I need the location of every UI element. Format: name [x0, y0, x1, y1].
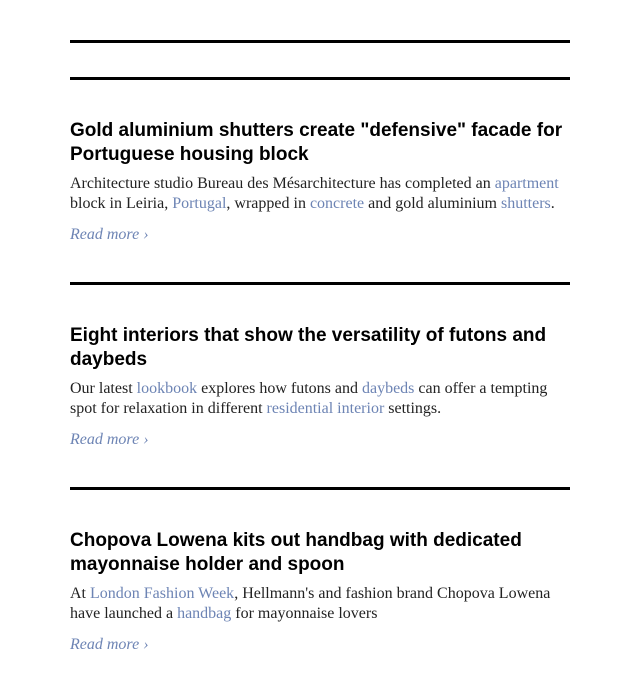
inline-topic-link[interactable]: concrete — [309, 195, 365, 212]
summary-text: settings. — [384, 400, 442, 417]
inline-topic-link[interactable]: daybeds — [361, 380, 415, 397]
article-card — [70, 80, 570, 282]
article-summary — [70, 584, 570, 624]
article-card — [70, 490, 570, 692]
article-feed — [70, 40, 570, 692]
article-card — [70, 285, 570, 487]
summary-text: explores how futons and — [197, 380, 362, 397]
inline-topic-link[interactable]: Portugal — [172, 195, 227, 212]
inline-topic-link[interactable]: London Fashion Week — [90, 585, 235, 602]
summary-text: , wrapped in — [226, 195, 310, 212]
summary-text: Our latest — [70, 380, 137, 397]
inline-topic-link[interactable]: shutters — [501, 195, 551, 212]
summary-text: and gold aluminium — [364, 195, 501, 212]
read-more-link[interactable]: Read more › — [70, 431, 149, 448]
summary-text: block in Leiria, — [70, 195, 173, 212]
article-title[interactable]: Gold aluminium shutters create "defensive" facade for Portuguese housing block — [70, 120, 563, 165]
read-more-link[interactable]: Read more › — [70, 226, 149, 243]
summary-text: . — [550, 195, 555, 212]
article-summary — [70, 174, 570, 214]
summary-text: , Hellmann's and fashion brand Chopova Lowena have launched a — [70, 585, 551, 622]
inline-topic-link[interactable]: handbag — [177, 605, 232, 622]
summary-text: can offer a tempting spot for relaxation in different — [70, 380, 548, 417]
inline-topic-link[interactable]: lookbook — [136, 380, 198, 397]
article-title[interactable]: Chopova Lowena kits out handbag with dedicated mayonnaise holder and spoon — [70, 530, 522, 575]
divider — [70, 40, 570, 43]
summary-text: At — [70, 585, 90, 602]
read-more-link[interactable]: Read more › — [70, 636, 149, 653]
inline-topic-link[interactable]: apartment — [494, 175, 559, 192]
summary-text: for mayonnaise lovers — [231, 605, 378, 622]
summary-text: Architecture studio Bureau des Mésarchitecture has completed an — [70, 175, 495, 192]
article-title[interactable]: Eight interiors that show the versatility of futons and daybeds — [70, 325, 547, 370]
article-summary — [70, 379, 570, 419]
inline-topic-link[interactable]: residential interior — [266, 400, 385, 417]
